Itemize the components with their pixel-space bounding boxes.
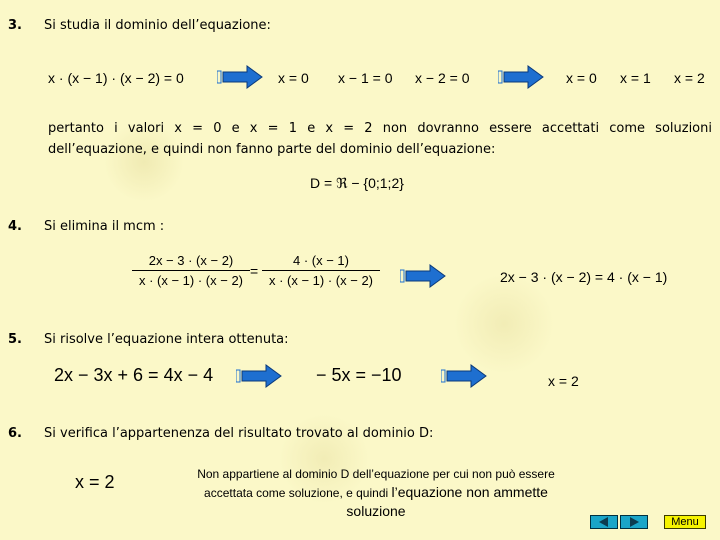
conclusion-line-part: accettata come soluzione, e quindi xyxy=(204,486,392,500)
arrow-right-icon xyxy=(236,363,282,389)
domain-definition: D = ℜ − {0;1;2} xyxy=(310,175,404,191)
triangle-right-icon xyxy=(621,516,647,528)
conclusion-text xyxy=(160,465,592,520)
conclusion-line: Non appartiene al dominio D dell’equazione per cui non può essere xyxy=(197,467,555,481)
solution-value: x = 2 xyxy=(75,472,115,492)
root-value: x = 2 xyxy=(674,70,705,86)
solution-value: x = 2 xyxy=(548,373,579,389)
root-value: x = 1 xyxy=(620,70,651,86)
step-title: Si elimina il mcm : xyxy=(44,219,165,234)
triangle-left-icon xyxy=(591,516,617,528)
explanation-line: pertanto i valori x = 0 e x = 1 e x = 2 non dovranno essere accettati come soluzioni xyxy=(48,121,712,136)
step-number: 5. xyxy=(8,332,22,347)
fraction-right xyxy=(262,253,380,288)
step-title: Si verifica l’appartenenza del risultato trovato al dominio D: xyxy=(44,426,434,441)
numerator: 2x − 3 · (x − 2) xyxy=(148,253,234,268)
simplified-equation: − 5x = −10 xyxy=(316,365,402,385)
equals-sign: = xyxy=(250,263,259,279)
arrow-right-icon xyxy=(217,64,263,90)
conclusion-line xyxy=(160,483,592,502)
menu-button[interactable]: Menu xyxy=(664,515,706,529)
factored-equation: x · (x − 1) · (x − 2) = 0 xyxy=(48,70,184,86)
expanded-equation: 2x − 3x + 6 = 4x − 4 xyxy=(54,365,214,385)
step-number: 4. xyxy=(8,219,22,234)
step-title: Si risolve l’equazione intera ottenuta: xyxy=(44,332,289,347)
step-number: 6. xyxy=(8,426,22,441)
fraction-left xyxy=(132,253,250,288)
arrow-right-icon xyxy=(498,64,544,90)
step-number: 3. xyxy=(8,18,22,33)
arrow-right-icon xyxy=(441,363,487,389)
factor-equation: x − 1 = 0 xyxy=(338,70,393,86)
arrow-right-icon xyxy=(400,263,446,289)
denominator: x · (x − 1) · (x − 2) xyxy=(138,273,243,288)
previous-slide-button[interactable] xyxy=(590,515,618,529)
denominator: x · (x − 1) · (x − 2) xyxy=(268,273,373,288)
factor-equation: x − 2 = 0 xyxy=(415,70,470,86)
numerator: 4 · (x − 1) xyxy=(293,253,349,268)
next-slide-button[interactable] xyxy=(620,515,648,529)
step-title: Si studia il dominio dell’equazione: xyxy=(44,18,271,33)
explanation-line: dell’equazione, e quindi non fanno parte del dominio dell’equazione: xyxy=(48,142,496,157)
conclusion-emphasis: soluzione xyxy=(346,503,406,519)
root-value: x = 0 xyxy=(566,70,597,86)
integer-equation: 2x − 3 · (x − 2) = 4 · (x − 1) xyxy=(500,269,668,285)
conclusion-emphasis: l’equazione non ammette xyxy=(391,484,548,500)
factor-equation: x = 0 xyxy=(278,70,309,86)
